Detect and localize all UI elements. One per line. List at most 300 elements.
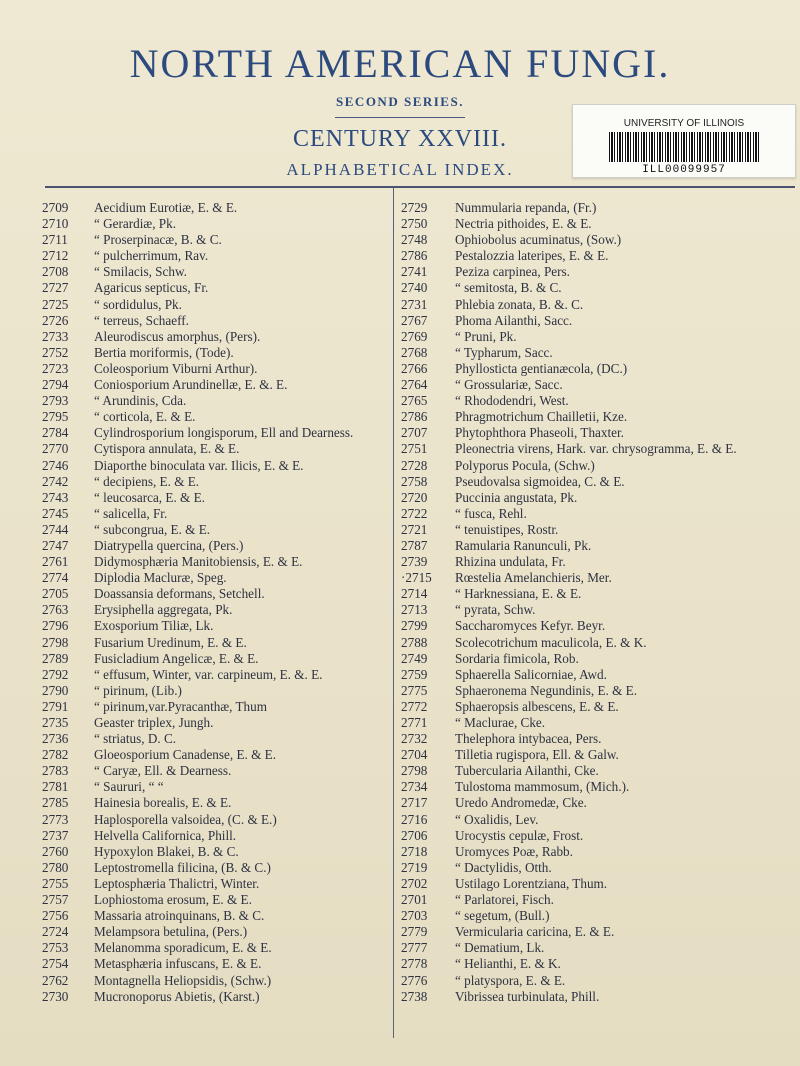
- entry-number: 2786: [401, 248, 428, 264]
- entry-name: Sphaeronema Negundinis, E. & E.: [455, 682, 638, 698]
- index-entry: [42, 779, 388, 795]
- entry-name: “ pulcherrimum, Rav.: [94, 248, 209, 264]
- entry-name: Aecidium Eurotiæ, E. & E.: [94, 200, 238, 215]
- index-entry: [42, 715, 388, 731]
- entry-name: Montagnella Heliopsidis, (Schw.): [94, 972, 272, 988]
- entry-name: Phlebia zonata, B. &. C.: [455, 296, 584, 312]
- entry-name: Leptostromella filicina, (B. & C.): [94, 859, 271, 875]
- entry-name: “ segetum, (Bull.): [455, 908, 550, 924]
- entry-number: 2732: [401, 731, 428, 747]
- entry-number: 2753: [42, 940, 69, 956]
- barcode-icon: [609, 132, 759, 162]
- entry-name: Melampsora betulina, (Pers.): [94, 924, 248, 940]
- entry-name: Lophiostoma erosum, E. & E.: [94, 892, 252, 908]
- index-entry: [42, 892, 388, 908]
- index-entry: [42, 522, 388, 538]
- entry-name: “ fusca, Rehl.: [455, 505, 527, 521]
- index-entry: [401, 924, 793, 940]
- entry-name: “ Harknessiana, E. & E.: [455, 586, 582, 602]
- index-entry: [42, 635, 388, 651]
- index-entry: [401, 377, 793, 393]
- entry-number: 2789: [42, 650, 69, 666]
- entry-number: 2725: [42, 296, 69, 312]
- entry-number: 2728: [401, 457, 428, 473]
- entry-name: “ salicella, Fr.: [94, 505, 168, 521]
- entry-number: 2746: [42, 457, 69, 473]
- entry-number: 2796: [42, 618, 69, 634]
- entry-number: 2729: [401, 200, 428, 215]
- index-entry: [42, 956, 388, 972]
- entry-number: 2706: [401, 827, 428, 843]
- entry-name: “ Maclurae, Cke.: [455, 715, 546, 730]
- index-entry: [401, 667, 793, 683]
- index-entry: [401, 248, 793, 264]
- entry-number: 2707: [401, 425, 428, 441]
- entry-number: 2792: [42, 666, 69, 682]
- entry-name: Didymosphæria Manitobiensis, E. & E.: [94, 554, 303, 570]
- index-entry: [42, 876, 388, 892]
- index-entry: [42, 618, 388, 634]
- entry-name: Sordaria fimicola, Rob.: [455, 650, 579, 666]
- index-entry: [42, 860, 388, 876]
- entry-number: 2709: [42, 200, 69, 215]
- entry-number: 2701: [401, 892, 428, 908]
- entry-number: 2704: [401, 747, 428, 763]
- entry-name: “ pyrata, Schw.: [455, 602, 536, 618]
- entry-name: Leptosphæria Thalictri, Winter.: [94, 875, 260, 891]
- entry-name: Pleonectria virens, Hark. var. chrysogramma, E. & E.: [455, 441, 737, 457]
- entry-name: “ platyspora, E. & E.: [455, 972, 566, 988]
- entry-name: Cylindrosporium longisporum, Ell and Dearness.: [94, 425, 354, 441]
- index-entry: [401, 425, 793, 441]
- entry-number: 2720: [401, 489, 428, 505]
- index-entry: [42, 361, 388, 377]
- entry-name: Sphaeropsis albescens, E. & E.: [455, 698, 619, 714]
- entry-number: 2742: [42, 473, 69, 489]
- entry-number: 2794: [42, 377, 69, 393]
- entry-number: 2711: [42, 232, 68, 248]
- entry-number: 2740: [401, 280, 428, 296]
- entry-name: Metasphæria infuscans, E. & E.: [94, 956, 262, 972]
- entry-number: 2783: [42, 763, 69, 779]
- entry-number: 2750: [401, 216, 428, 232]
- entry-number: 2705: [42, 586, 69, 602]
- entry-number: 2786: [401, 409, 428, 425]
- entry-name: Ophiobolus acuminatus, (Sow.): [455, 232, 622, 248]
- index-entry: [401, 329, 793, 345]
- entry-name: “ Smilacis, Schw.: [94, 264, 187, 280]
- entry-name: Mucronoporus Abietis, (Karst.): [94, 988, 260, 1004]
- entry-number: 2702: [401, 875, 428, 891]
- index-entry: [42, 441, 388, 457]
- index-entry: [401, 795, 793, 811]
- index-entry: [42, 828, 388, 844]
- entry-name: Puccinia angustata, Pk.: [455, 489, 578, 505]
- index-entry: [401, 683, 793, 699]
- index-entry: [401, 393, 793, 409]
- entry-number: 2775: [401, 682, 428, 698]
- short-divider: [335, 117, 465, 118]
- index-entry: [42, 425, 388, 441]
- index-entry: [401, 280, 793, 296]
- entry-number: 2739: [401, 554, 428, 570]
- entry-name: Ustilago Lorentziana, Thum.: [455, 875, 608, 891]
- entry-number: 2754: [42, 956, 69, 972]
- index-entry: [401, 361, 793, 377]
- index-entry: [401, 490, 793, 506]
- entry-number: 2759: [401, 666, 428, 682]
- institution-name: UNIVERSITY OF ILLINOIS: [623, 118, 745, 129]
- entry-name: Haplosporella valsoidea, (C. & E.): [94, 811, 277, 827]
- index-entry: [42, 248, 388, 264]
- index-entry: [42, 795, 388, 811]
- entry-number: 2770: [42, 441, 69, 457]
- entry-number: 2767: [401, 312, 428, 328]
- index-entry: [401, 264, 793, 280]
- entry-name: “ semitosta, B. & C.: [455, 280, 562, 296]
- entry-name: “ corticola, E. & E.: [94, 409, 196, 425]
- index-entry: [42, 409, 388, 425]
- entry-number: 2717: [401, 795, 428, 811]
- entry-number: 2798: [401, 763, 428, 779]
- index-entry: [401, 908, 793, 924]
- entry-number: 2726: [42, 312, 69, 328]
- entry-name: Polyporus Pocula, (Schw.): [455, 457, 595, 473]
- index-entry: [401, 474, 793, 490]
- index-left-column: [42, 200, 388, 1005]
- entry-name: Peziza carpinea, Pers.: [455, 264, 570, 280]
- entry-number: 2773: [42, 811, 69, 827]
- entry-number: 2776: [401, 972, 428, 988]
- entry-number: 2723: [42, 360, 69, 376]
- index-entry: [42, 731, 388, 747]
- entry-number: 2781: [42, 779, 69, 795]
- entry-name: Tilletia rugispora, Ell. & Galw.: [455, 747, 619, 763]
- entry-name: Urocystis cepulæ, Frost.: [455, 827, 584, 843]
- entry-number: 2741: [401, 264, 428, 280]
- entry-number: 2708: [42, 264, 69, 280]
- entry-number: 2722: [401, 505, 428, 521]
- entry-name: “ subcongrua, E. & E.: [94, 521, 211, 537]
- entry-name: Aleurodiscus amorphus, (Pers).: [94, 328, 261, 344]
- entry-name: “ Grossulariæ, Sacc.: [455, 377, 563, 393]
- entry-number: 2749: [401, 650, 428, 666]
- entry-number: 2727: [42, 280, 69, 296]
- index-entry: [401, 699, 793, 715]
- entry-number: 2745: [42, 505, 69, 521]
- entry-name: Coleosporium Viburni Arthur).: [94, 360, 258, 376]
- index-entry: [42, 490, 388, 506]
- entry-number: 2734: [401, 779, 428, 795]
- barcode-number: ILL00099957: [642, 164, 726, 176]
- entry-number: 2736: [42, 731, 69, 747]
- index-entry: [401, 200, 793, 216]
- entry-name: “ Dactylidis, Otth.: [455, 859, 552, 875]
- index-entry: [401, 522, 793, 538]
- entry-name: Uromyces Poæ, Rabb.: [455, 843, 573, 859]
- entry-name: “ effusum, Winter, var. carpineum, E. &. E.: [94, 666, 323, 682]
- entry-name: “ Gerardiæ, Pk.: [94, 216, 177, 232]
- index-entry: [42, 812, 388, 828]
- entry-name: Saccharomyces Kefyr. Beyr.: [455, 618, 606, 634]
- entry-name: Bertia moriformis, (Tode).: [94, 344, 234, 360]
- index-entry: [42, 200, 388, 216]
- index-entry: [42, 602, 388, 618]
- column-divider: [393, 188, 394, 1038]
- index-entry: [42, 345, 388, 361]
- entry-name: Sphaerella Salicorniae, Awd.: [455, 666, 607, 682]
- entry-name: Scolecotrichum maculicola, E. & K.: [455, 634, 647, 650]
- entry-number: 2730: [42, 988, 69, 1004]
- entry-name: Hainesia borealis, E. & E.: [94, 795, 232, 811]
- entry-name: Coniosporium Arundinellæ, E. &. E.: [94, 377, 288, 393]
- entry-number: 2758: [401, 473, 428, 489]
- index-entry: [42, 683, 388, 699]
- index-entry: [42, 313, 388, 329]
- entry-number: 2784: [42, 425, 69, 441]
- entry-name: “ Rhododendri, West.: [455, 393, 569, 409]
- entry-name: “ Arundinis, Cda.: [94, 393, 187, 409]
- century-heading: CENTURY XXVIII.: [292, 126, 508, 152]
- entry-number: 2760: [42, 843, 69, 859]
- entry-number: 2751: [401, 441, 428, 457]
- index-entry: [42, 667, 388, 683]
- entry-name: Rœstelia Amelanchieris, Mer.: [455, 570, 612, 586]
- index-entry: [401, 570, 793, 586]
- library-barcode-label: [572, 104, 796, 178]
- index-entry: [401, 812, 793, 828]
- entry-name: “ decipiens, E. & E.: [94, 473, 200, 489]
- entry-name: “ Proserpinacæ, B. & C.: [94, 232, 222, 248]
- index-entry: [42, 699, 388, 715]
- entry-number: 2757: [42, 892, 69, 908]
- entry-number: 2712: [42, 248, 69, 264]
- entry-number: 2769: [401, 328, 428, 344]
- entry-number: 2703: [401, 908, 428, 924]
- index-entry: [42, 506, 388, 522]
- entry-name: Uredo Andromedæ, Cke.: [455, 795, 587, 811]
- entry-number: 2799: [401, 618, 428, 634]
- index-entry: [401, 297, 793, 313]
- entry-number: 2747: [42, 537, 69, 553]
- index-right-column: [401, 200, 793, 1005]
- index-heading: ALPHABETICAL INDEX.: [286, 160, 514, 179]
- entry-name: Pseudovalsa sigmoidea, C. & E.: [455, 473, 625, 489]
- entry-number: 2774: [42, 570, 69, 586]
- index-entry: [42, 280, 388, 296]
- entry-name: “ Saururi, “ “: [94, 779, 164, 795]
- entry-name: Phoma Ailanthi, Sacc.: [455, 312, 573, 328]
- entry-number: 2731: [401, 296, 428, 312]
- entry-number: 2791: [42, 698, 69, 714]
- entry-name: “ tenuistipes, Rostr.: [455, 521, 559, 537]
- entry-name: Doassansia deformans, Setchell.: [94, 586, 265, 602]
- entry-name: Diatrypella quercina, (Pers.): [94, 537, 244, 553]
- entry-number: 2752: [42, 344, 69, 360]
- index-entry: [42, 458, 388, 474]
- entry-number: 2764: [401, 377, 428, 393]
- entry-number: 2733: [42, 328, 69, 344]
- index-entry: [401, 345, 793, 361]
- entry-name: Thelephora intybacea, Pers.: [455, 731, 602, 747]
- entry-number: 2787: [401, 537, 428, 553]
- entry-number: 2788: [401, 634, 428, 650]
- entry-name: Vibrissea turbinulata, Phill.: [455, 988, 600, 1004]
- entry-name: Diaporthe binoculata var. Ilicis, E. & E.: [94, 457, 304, 473]
- index-entry: [401, 216, 793, 232]
- entry-number: 2724: [42, 924, 69, 940]
- entry-number: 2719: [401, 859, 428, 875]
- entry-number: 2763: [42, 602, 69, 618]
- entry-name: Diplodia Macluræ, Speg.: [94, 570, 227, 586]
- entry-name: Tubercularia Ailanthi, Cke.: [455, 763, 599, 779]
- entry-number: 2768: [401, 344, 428, 360]
- entry-number: 2735: [42, 715, 69, 730]
- index-entry: [401, 956, 793, 972]
- entry-name: Pestalozzia lateripes, E. & E.: [455, 248, 609, 264]
- series-subtitle: SECOND SERIES.: [336, 94, 464, 109]
- index-entry: [401, 602, 793, 618]
- index-entry: [401, 232, 793, 248]
- entry-name: Massaria atroinquinans, B. & C.: [94, 908, 265, 924]
- index-entry: [42, 264, 388, 280]
- entry-number: 2772: [401, 698, 428, 714]
- index-entry: [42, 393, 388, 409]
- index-entry: [42, 940, 388, 956]
- entry-number: 2718: [401, 843, 428, 859]
- entry-name: Nectria pithoides, E. & E.: [455, 216, 592, 232]
- index-entry: [401, 989, 793, 1005]
- index-entry: [42, 747, 388, 763]
- index-entry: [42, 973, 388, 989]
- index-entry: [401, 763, 793, 779]
- index-entry: [401, 940, 793, 956]
- entry-name: Phragmotrichum Chailletii, Kze.: [455, 409, 628, 425]
- index-entry: [42, 586, 388, 602]
- entry-name: Erysiphella aggregata, Pk.: [94, 602, 233, 618]
- index-entry: [42, 377, 388, 393]
- entry-number: ·2715: [401, 570, 432, 586]
- index-entry: [42, 924, 388, 940]
- index-entry: [401, 441, 793, 457]
- entry-number: 2716: [401, 811, 428, 827]
- entry-name: “ pirinum, (Lib.): [94, 682, 182, 698]
- entry-name: Nummularia repanda, (Fr.): [455, 200, 597, 215]
- entry-number: 2756: [42, 908, 69, 924]
- index-entry: [42, 651, 388, 667]
- entry-number: 2779: [401, 924, 428, 940]
- entry-name: Geaster triplex, Jungh.: [94, 715, 214, 730]
- entry-name: “ Parlatorei, Fisch.: [455, 892, 554, 908]
- index-entry: [42, 538, 388, 554]
- index-entry: [42, 297, 388, 313]
- entry-name: “ pirinum,var.Pyracanthæ, Thum: [94, 698, 267, 714]
- index-entry: [42, 474, 388, 490]
- entry-name: Exosporium Tiliæ, Lk.: [94, 618, 214, 634]
- index-entry: [401, 458, 793, 474]
- index-entry: [401, 586, 793, 602]
- index-entry: [401, 747, 793, 763]
- index-entry: [401, 651, 793, 667]
- index-entry: [42, 232, 388, 248]
- entry-number: 2782: [42, 747, 69, 763]
- entry-name: Agaricus septicus, Fr.: [94, 280, 209, 296]
- entry-number: 2710: [42, 216, 69, 232]
- index-entry: [401, 313, 793, 329]
- entry-number: 2762: [42, 972, 69, 988]
- entry-name: “ Caryæ, Ell. & Dearness.: [94, 763, 232, 779]
- entry-name: Fusicladium Angelicæ, E. & E.: [94, 650, 259, 666]
- index-entry: [401, 779, 793, 795]
- index-entry: [401, 828, 793, 844]
- index-entry: [42, 216, 388, 232]
- entry-number: 2798: [42, 634, 69, 650]
- index-entry: [42, 844, 388, 860]
- index-entry: [401, 892, 793, 908]
- entry-number: 2765: [401, 393, 428, 409]
- index-entry: [401, 860, 793, 876]
- entry-number: 2795: [42, 409, 69, 425]
- entry-name: “ Typharum, Sacc.: [455, 344, 553, 360]
- entry-number: 2771: [401, 715, 428, 730]
- index-entry: [42, 908, 388, 924]
- index-entry: [42, 989, 388, 1005]
- entry-name: “ terreus, Schaeff.: [94, 312, 189, 328]
- entry-name: “ Oxalidis, Lev.: [455, 811, 539, 827]
- entry-number: 2785: [42, 795, 69, 811]
- entry-name: “ sordidulus, Pk.: [94, 296, 182, 312]
- index-entry: [401, 554, 793, 570]
- entry-name: Ramularia Ranunculi, Pk.: [455, 537, 592, 553]
- entry-number: 2721: [401, 521, 428, 537]
- entry-name: “ Pruni, Pk.: [455, 328, 517, 344]
- entry-name: Helvella Californica, Phill.: [94, 827, 237, 843]
- entry-number: 2714: [401, 586, 428, 602]
- entry-number: 2766: [401, 360, 428, 376]
- index-entry: [401, 635, 793, 651]
- index-entry: [401, 731, 793, 747]
- entry-name: Fusarium Uredinum, E. & E.: [94, 634, 247, 650]
- entry-number: 2737: [42, 827, 69, 843]
- index-entry: [42, 554, 388, 570]
- entry-name: “ striatus, D. C.: [94, 731, 177, 747]
- entry-name: Phytophthora Phaseoli, Thaxter.: [455, 425, 624, 441]
- index-entry: [401, 844, 793, 860]
- entry-name: Phyllosticta gentianæcola, (DC.): [455, 360, 628, 376]
- page-title: NORTH AMERICAN FUNGI.: [129, 41, 671, 86]
- index-entry: [401, 973, 793, 989]
- entry-number: 2713: [401, 602, 428, 618]
- index-entry: [401, 538, 793, 554]
- entry-number: 2761: [42, 554, 69, 570]
- entry-number: 2748: [401, 232, 428, 248]
- entry-number: 2738: [401, 988, 428, 1004]
- entry-number: 2790: [42, 682, 69, 698]
- index-entry: [42, 570, 388, 586]
- entry-name: Cytispora annulata, E. & E.: [94, 441, 240, 457]
- entry-number: 2755: [42, 875, 69, 891]
- index-entry: [42, 329, 388, 345]
- entry-number: 2778: [401, 956, 428, 972]
- index-entry: [401, 409, 793, 425]
- entry-name: Vermicularia caricina, E. & E.: [455, 924, 615, 940]
- entry-name: “ leucosarca, E. & E.: [94, 489, 205, 505]
- index-entry: [401, 715, 793, 731]
- header-rule: [45, 186, 795, 188]
- entry-number: 2793: [42, 393, 69, 409]
- entry-name: Rhizina undulata, Fr.: [455, 554, 566, 570]
- entry-number: 2743: [42, 489, 69, 505]
